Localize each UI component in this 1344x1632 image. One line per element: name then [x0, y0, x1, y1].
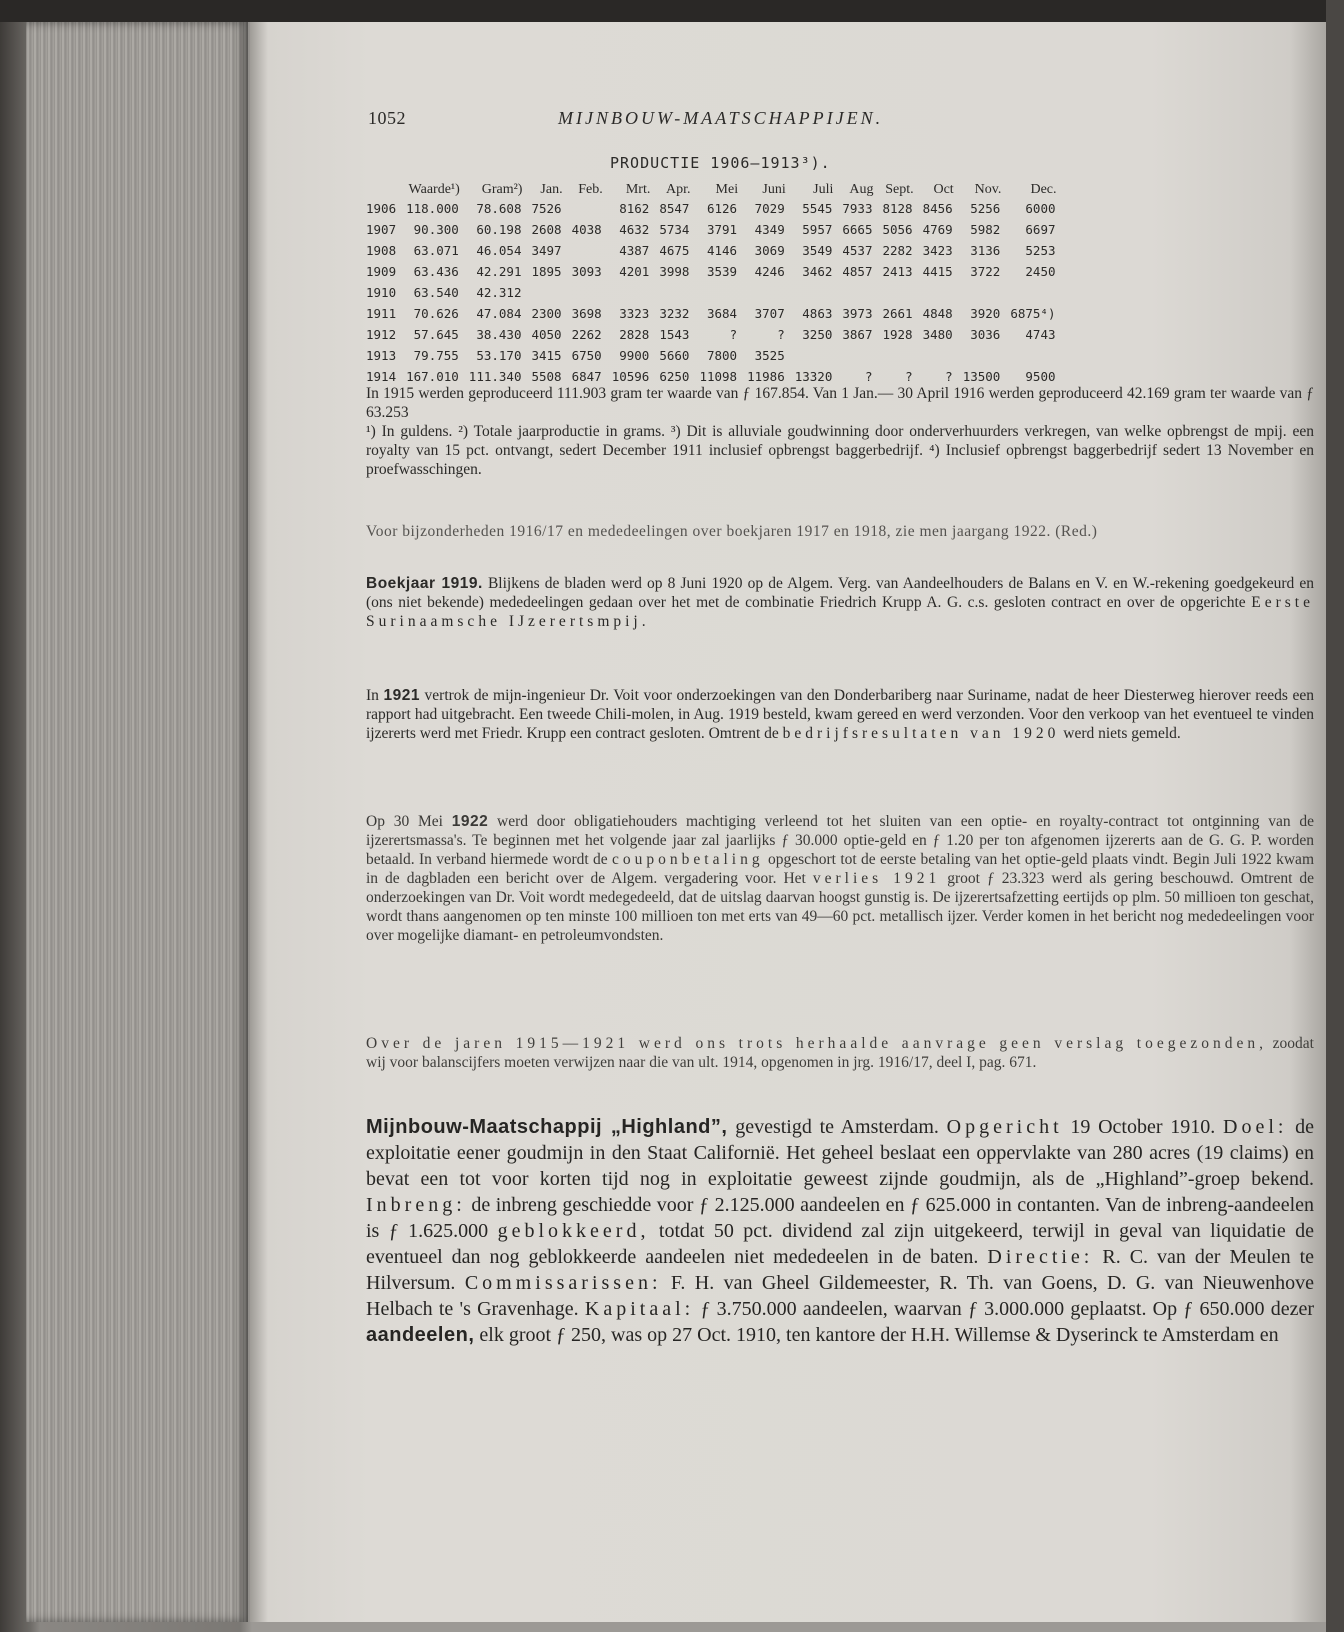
table-cell: 6665 [842, 222, 873, 237]
table-cell: 5256 [970, 201, 1001, 216]
table-cell: 3232 [659, 306, 690, 321]
table-row [366, 345, 1061, 366]
table-cell: 7526 [531, 201, 562, 216]
paragraph-over-text: zoodat wij voor balanscijfers moeten verwijzen naar die van ult. 1914, opgenomen in jrg. 1916/17, deel I, pag. 671. [366, 1035, 1314, 1071]
table-cell: 6750 [571, 348, 602, 363]
table-cell: 3539 [706, 264, 738, 279]
table-cell: 2413 [882, 264, 913, 279]
paragraph-1919 [366, 574, 1314, 631]
paragraph-1921-year: 1921 [383, 687, 420, 704]
production-col-header: Waarde¹) [408, 182, 460, 197]
table-row-year: 1909 [366, 264, 397, 279]
table-cell: 6847 [571, 369, 602, 384]
paragraph-1922-spaced2: verlies 1921 [812, 870, 941, 887]
table-cell: 3036 [970, 327, 1001, 342]
table-cell: 3791 [706, 222, 738, 237]
table-cell [837, 282, 877, 303]
table-cell: 79.755 [413, 348, 459, 363]
table-cell: 5734 [659, 222, 690, 237]
footnotes [366, 384, 1314, 479]
table-cell: 60.198 [476, 222, 522, 237]
production-table-body [366, 198, 1061, 387]
table-cell [654, 282, 694, 303]
production-col-header: Oct [933, 182, 954, 197]
paragraph-1922-pre: Op 30 Mei [366, 813, 443, 830]
page-number: 1052 [368, 108, 406, 128]
table-cell [1005, 282, 1060, 303]
table-cell [694, 282, 742, 303]
table-cell: 5253 [1025, 243, 1056, 258]
production-col-header: Nov. [974, 182, 1002, 197]
table-cell: 1895 [531, 264, 562, 279]
table-cell: 5545 [802, 201, 833, 216]
table-row [366, 219, 1061, 240]
table-cell: 4743 [1025, 327, 1056, 342]
paragraph-1922-spaced1: couponbetaling [612, 851, 764, 868]
table-cell: 3722 [970, 264, 1001, 279]
highland-key-directie: Directie: [987, 1246, 1094, 1268]
table-cell: 4201 [619, 264, 650, 279]
highland-key-opgericht: Opgericht [946, 1116, 1063, 1138]
table-cell: 5660 [659, 348, 690, 363]
scan-right-edge [1326, 0, 1344, 1632]
table-row-year: 1913 [366, 348, 397, 363]
table-cell: 4387 [619, 243, 650, 258]
paragraph-1921 [366, 686, 1314, 743]
production-table [366, 182, 1061, 387]
table-cell: 167.010 [406, 369, 459, 384]
table-cell: 6697 [1025, 222, 1056, 237]
table-cell: 4857 [842, 264, 873, 279]
table-cell: 3707 [754, 306, 785, 321]
table-cell [837, 345, 877, 366]
table-cell [958, 345, 1006, 366]
table-cell: 2828 [619, 327, 650, 342]
table-cell: 2300 [531, 306, 562, 321]
highland-key-doel: Doel: [1223, 1116, 1288, 1138]
table-cell: 10596 [611, 369, 650, 384]
table-cell: 1543 [659, 327, 690, 342]
production-col-header [366, 182, 401, 198]
paragraph-over-spaced: Over de jaren 1915—1921 werd ons trots herhaalde aanvrage geen verslag toegezonden, [366, 1035, 1267, 1052]
table-cell: 3415 [531, 348, 562, 363]
table-cell: 11986 [747, 369, 785, 384]
production-col-header: Juli [813, 182, 834, 197]
highland-company-name: Mijnbouw-Maatschappij „Highland”, [366, 1116, 728, 1138]
editor-note: Voor bijzonderheden 1916/17 en mededeelingen over boekjaren 1917 en 1918, zie men jaargang 1922. (Red.) [366, 523, 1098, 540]
table-cell: 9500 [1025, 369, 1056, 384]
table-cell: 111.340 [468, 369, 522, 384]
table-cell: 7800 [706, 348, 738, 363]
table-row-year: 1906 [366, 201, 397, 216]
table-cell: 3549 [802, 243, 833, 258]
table-cell [790, 345, 838, 366]
table-cell: ? [864, 369, 873, 384]
production-col-header: Jan. [540, 182, 563, 197]
paragraph-1919-text: Blijkens de bladen werd op 8 Juni 1920 op de Algem. Verg. van Aandeelhouders de Balans en V. en W.-rekening goedgekeurd en (ons niet bekende) mededeelingen gedaan over het met de combinatie Friedrich Krupp A. G. c.s. gesloten contract en over de opgerichte [366, 575, 1315, 611]
highland-text: totdat 50 pct. dividend zal zijn uitgekeerd, terwijl in geval van liquidatie de eventueel dan nog geblokkeerde aandeelen niet mededeelen in de baten. [366, 1220, 1314, 1268]
table-cell: 4050 [531, 327, 562, 342]
table-cell: 3525 [754, 348, 785, 363]
table-row [366, 261, 1061, 282]
table-cell: 53.170 [476, 348, 522, 363]
table-cell [567, 282, 607, 303]
highland-bold-aandeelen: aandeelen, [366, 1324, 475, 1346]
highland-text: R. C. van der Meulen te Hilversum. [366, 1246, 1314, 1294]
table-cell: 3423 [922, 243, 953, 258]
production-col-header: Apr. [665, 182, 691, 197]
paragraph-1919-label: Boekjaar 1919. [366, 575, 483, 592]
highland-entry [366, 1114, 1314, 1348]
table-cell: 63.071 [413, 243, 459, 258]
table-cell: 70.626 [413, 306, 459, 321]
table-cell: 47.084 [476, 306, 522, 321]
footnote-text: ¹) In guldens. ²) Totale jaarproductie in grams. ³) Dit is alluviale goudwinning door onderverhuurders verkregen, van welke opbrengst de mpij. een royalty van 15 pct. ontvangt, sedert December 1911 inclusief opbrengst baggerbedrijf. ⁴) Inclusief opbrengst baggerbedrijf sedert 13 November en proefwasschingen. [366, 423, 1314, 478]
table-cell: 2450 [1025, 264, 1056, 279]
table-cell: 7933 [842, 201, 873, 216]
production-col-header: Gram²) [481, 182, 523, 197]
table-cell: 8162 [619, 201, 650, 216]
table-cell: 3973 [842, 306, 873, 321]
table-cell: 118.000 [406, 201, 459, 216]
paragraph-1921-spaced: bedrijfsresultaten van 1920 [782, 725, 1060, 742]
production-1915-note: In 1915 werden geproduceerd 111.903 gram ter waarde van ƒ 167.854. Van 1 Jan.— 30 April 1916 werden geproduceerd 42.169 gram ter waarde van ƒ 63.253 [366, 385, 1314, 421]
table-cell: 3497 [531, 243, 562, 258]
table-cell: 4769 [922, 222, 953, 237]
table-cell: 4246 [754, 264, 785, 279]
table-cell: 63.436 [413, 264, 459, 279]
table-cell: ? [729, 327, 738, 342]
table-cell: 42.312 [476, 285, 522, 300]
table-row-year: 1910 [366, 285, 397, 300]
table-cell: 2262 [571, 327, 602, 342]
table-row-year: 1911 [366, 306, 397, 321]
paragraph-1922-year: 1922 [451, 813, 489, 830]
table-cell: 4632 [619, 222, 650, 237]
table-cell: 57.645 [413, 327, 459, 342]
highland-key-geblokkeerd: geblokkeerd, [497, 1220, 650, 1242]
table-cell: 3069 [754, 243, 785, 258]
table-cell: 7029 [754, 201, 785, 216]
table-cell: 78.608 [476, 201, 522, 216]
production-table-title: PRODUCTIE 1906—1913³). [610, 154, 831, 172]
table-cell: 4848 [922, 306, 953, 321]
book-page-edges [26, 22, 248, 1622]
paragraph-1919-spaced: Eerste Surinaamsche IJzerertsmpij. [366, 594, 1314, 630]
scan-top-edge [0, 0, 1344, 22]
table-cell: 1928 [882, 327, 913, 342]
table-cell: 3250 [802, 327, 833, 342]
table-cell: 2608 [531, 222, 562, 237]
table-cell: 5056 [882, 222, 913, 237]
table-cell [567, 240, 607, 261]
section-title: MIJNBOUW-MAATSCHAPPIJEN. [558, 108, 884, 128]
table-cell: 3462 [802, 264, 833, 279]
production-col-header: Mrt. [625, 182, 651, 197]
highland-text: elk groot ƒ 250, was op 27 Oct. 1910, ten kantore der H.H. Willemse & Dyserinck te Amsterdam en [479, 1324, 1279, 1346]
table-cell: 6126 [706, 201, 738, 216]
highland-text: 19 October 1910. [1070, 1116, 1216, 1138]
table-cell: 6875⁴) [1010, 306, 1056, 321]
highland-key-inbreng: Inbreng: [366, 1194, 466, 1216]
production-col-header: Sept. [885, 182, 914, 197]
table-row-year: 1914 [366, 369, 397, 384]
table-cell: 2282 [882, 243, 913, 258]
table-cell: 3323 [619, 306, 650, 321]
paragraph-1922-text2: opgeschort tot de eerste betaling van het optie-geld plaats vindt. Begin Juli 1922 kwam in de dagbladen een bericht over de Algem. vergadering voor. Het [366, 851, 1314, 887]
table-cell: 63.540 [413, 285, 459, 300]
table-cell: 9900 [619, 348, 650, 363]
table-cell: 6250 [659, 369, 690, 384]
table-cell [918, 282, 958, 303]
table-cell [607, 282, 655, 303]
table-cell: 5957 [802, 222, 833, 237]
table-cell: 8456 [922, 201, 953, 216]
table-cell [1005, 345, 1060, 366]
table-cell: 13500 [962, 369, 1001, 384]
table-cell [918, 345, 958, 366]
table-cell: 6000 [1025, 201, 1056, 216]
table-cell: 13320 [794, 369, 833, 384]
paragraph-over-de-jaren [366, 1034, 1314, 1072]
table-row-year: 1912 [366, 327, 397, 342]
table-cell [958, 282, 1006, 303]
table-row [366, 198, 1061, 219]
table-cell [742, 282, 790, 303]
table-cell: 3867 [842, 327, 873, 342]
table-row [366, 324, 1061, 345]
highland-text: gevestigd te Amsterdam. [735, 1116, 939, 1138]
table-cell [790, 282, 838, 303]
production-col-header: Feb. [578, 182, 603, 197]
table-cell: 4537 [842, 243, 873, 258]
highland-text: ƒ 3.750.000 aandeelen, waarvan ƒ 3.000.000 geplaatst. Op ƒ 650.000 dezer [700, 1298, 1315, 1320]
table-cell [567, 198, 607, 219]
highland-key-kapitaal: Kapitaal: [584, 1298, 695, 1320]
table-cell: 3136 [970, 243, 1001, 258]
paragraph-1922-text1: werd door obligatiehouders machtiging verleend tot het sluiten van een optie- en royalty-contract tot ontginning van de ijzerertsmassa's. Te beginnen met het volgende jaar zal jaarlijks ƒ 30.000 optie-geld en ƒ 1.20 per ton afgenomen ijzererts aan de G. G. P. worden betaald. In verband hiermede wordt de [366, 813, 1315, 868]
paragraph-1922 [366, 812, 1314, 945]
production-col-header: Mei [715, 182, 739, 197]
table-cell: 4675 [659, 243, 690, 258]
highland-text: F. H. van Gheel Gildemeester, R. Th. van Goens, D. G. van Nieuwenhove Helbach te 's Gravenhage. [366, 1272, 1314, 1320]
highland-text: de exploitatie eener goudmijn in den Staat Californië. Het geheel beslaat een oppervlakte van 280 acres (19 claims) en bevat een tot voor korten tijd nog in exploitatie geweest zijnde goudmijn, als de „Highland”-groep bekend. [366, 1116, 1315, 1190]
paragraph-1922-text3: groot ƒ 23.323 werd als gering beschouwd. Omtrent de onderzoekingen van Dr. Voit wordt medegedeeld, dat de uitslag daarvan hoogst gunstig is. De ijzerertsafzetting eertijds op plm. 50 millioen ton geschat, wordt thans aangenomen op ten minste 100 millioen ton met erts van 49—60 pct. metallisch ijzer. Verder komen in het bericht nog mededeelingen voor over mogelijke diamant- en petroleumvondsten. [366, 870, 1315, 944]
paragraph-1921-text: vertrok de mijn-ingenieur Dr. Voit voor onderzoekingen van den Donderbariberg naar Suriname, nadat de heer Diesterweg hierover reeds een rapport had uitgebracht. Een tweede Chili-molen, in Aug. 1919 besteld, kwam gereed en werd verzonden. Voor den verkoop van het eventueel te vinden ijzererts werd met Friedr. Krupp een contract gesloten. Omtrent de [366, 687, 1314, 742]
table-cell: 42.291 [476, 264, 522, 279]
table-cell: 5508 [531, 369, 562, 384]
table-cell: 3093 [571, 264, 602, 279]
book-page [250, 22, 1326, 1622]
table-row-year: 1908 [366, 243, 397, 258]
table-cell [877, 282, 917, 303]
table-cell: 3998 [659, 264, 690, 279]
table-cell: 3698 [571, 306, 602, 321]
table-cell: 11098 [699, 369, 738, 384]
table-row [366, 282, 1061, 303]
table-cell: 4146 [706, 243, 738, 258]
table-row [366, 303, 1061, 324]
table-row-year: 1907 [366, 222, 397, 237]
table-cell: 46.054 [476, 243, 522, 258]
highland-key-commissarissen: Commissarissen: [464, 1272, 662, 1294]
table-cell: 4863 [802, 306, 833, 321]
table-cell: ? [777, 327, 785, 342]
table-cell: 8547 [659, 201, 690, 216]
table-cell: 3920 [970, 306, 1001, 321]
table-cell [877, 345, 917, 366]
highland-text: de inbreng geschiedde voor ƒ 2.125.000 aandeelen en ƒ 625.000 in contanten. Van de inbreng-aandeelen is ƒ 1.625.000 [366, 1194, 1314, 1242]
paragraph-1921-tail: werd niets gemeld. [1063, 725, 1181, 742]
table-cell [526, 282, 566, 303]
table-cell: ? [905, 369, 913, 384]
table-cell: 90.300 [413, 222, 459, 237]
production-col-header: Aug [849, 182, 874, 197]
table-cell: 38.430 [476, 327, 522, 342]
production-col-header: Juni [762, 182, 786, 197]
table-cell: 5982 [970, 222, 1001, 237]
table-cell: 8128 [882, 201, 913, 216]
table-row [366, 240, 1061, 261]
table-cell: ? [945, 369, 953, 384]
table-cell: 3480 [922, 327, 953, 342]
production-table-header [366, 182, 1061, 198]
table-cell: 4349 [754, 222, 785, 237]
table-cell: 4038 [571, 222, 602, 237]
table-cell: 2661 [882, 306, 913, 321]
table-cell: 3684 [706, 306, 738, 321]
table-cell: 4415 [922, 264, 953, 279]
production-col-header: Dec. [1030, 182, 1057, 197]
paragraph-1921-pre: In [366, 687, 379, 704]
